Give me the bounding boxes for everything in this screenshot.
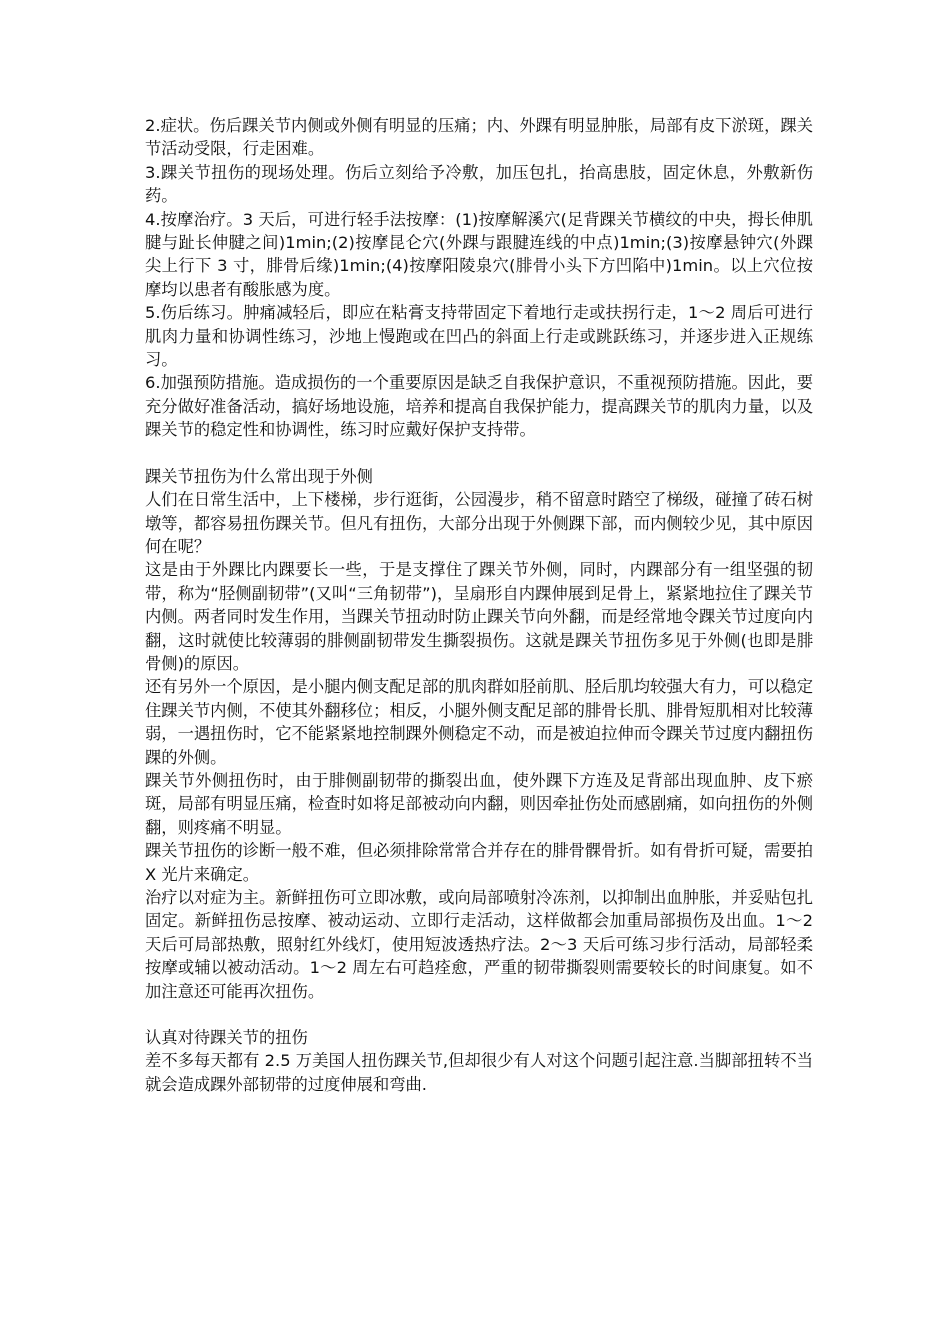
paragraph: 人们在日常生活中，上下楼梯，步行逛街，公园漫步，稍不留意时踏空了梯级，碰撞了砖石树墩等，都容易扭伤踝关节。但凡有扭伤，大部分出现于外侧踝下部，而内侧较少见，其中原因何在呢？ xyxy=(145,490,813,556)
section-treatment xyxy=(145,114,813,442)
paragraph-massage: 4.按摩治疗。3 天后，可进行轻手法按摩：(1)按摩解溪穴(足背踝关节横纹的中央，拇长伸肌腱与趾长伸腱之间)1min;(2)按摩昆仑穴(外踝与跟腱连线的中点)1min;(3)按摩悬钟穴(外踝尖上行下 3 寸，腓骨后缘)1min;(4)按摩阳陵泉穴(腓骨小头下方凹陷中)1min。以上穴位按摩均以患者有酸胀感为度。 xyxy=(145,209,813,299)
section-spacer xyxy=(145,1003,813,1026)
paragraph-prevention: 6.加强预防措施。造成损伤的一个重要原因是缺乏自我保护意识，不重视预防措施。因此，要充分做好准备活动，搞好场地设施，培养和提高自我保护能力，提高踝关节的肌肉力量，以及踝关节的稳定性和协调性，练习时应戴好保护支持带。 xyxy=(145,373,813,440)
paragraph-exercise: 5.伤后练习。肿痛减轻后，即应在粘膏支持带固定下着地行走或扶拐行走，1～2 周后可进行肌肉力量和协调性练习，沙地上慢跑或在凹凸的斜面上行走或跳跃练习，并逐步进入正规练习。 xyxy=(145,303,813,370)
document-page xyxy=(145,114,813,1096)
paragraph-first-aid: 3.踝关节扭伤的现场处理。伤后立刻给予冷敷，加压包扎，抬高患肢，固定休息，外敷新伤药。 xyxy=(145,162,813,206)
section-lateral-sprain xyxy=(145,465,813,1003)
section-spacer xyxy=(145,442,813,465)
paragraph: 还有另外一个原因，是小腿内侧支配足部的肌肉群如胫前肌、胫后肌均较强大有力，可以稳定住踝关节内侧，不使其外翻移位；相反，小腿外侧支配足部的腓骨长肌、腓骨短肌相对比较薄弱，一遇扭伤时，它不能紧紧地控制踝外侧稳定不动，而是被迫拉伸而令踝关节过度内翻扭伤踝的外侧。 xyxy=(145,677,813,767)
paragraph: 踝关节扭伤的诊断一般不难，但必须排除常常合并存在的腓骨髁骨折。如有骨折可疑，需要拍 X 光片来确定。 xyxy=(145,841,813,884)
section-heading: 认真对待踝关节的扭伤 xyxy=(145,1028,308,1048)
paragraph-symptoms: 2.症状。伤后踝关节内侧或外侧有明显的压痛；内、外踝有明显肿胀，局部有皮下淤斑，踝关节活动受限，行走困难。 xyxy=(145,116,813,159)
paragraph: 差不多每天都有 2.5 万美国人扭伤踝关节,但却很少有人对这个问题引起注意.当脚部扭转不当就会造成踝外部韧带的过度伸展和弯曲. xyxy=(145,1051,813,1094)
paragraph: 这是由于外踝比内踝要长一些，于是支撑住了踝关节外侧，同时，内踝部分有一组坚强的韧带，称为“胫侧副韧带”(又叫“三角韧带”)，呈扇形自内踝伸展到足骨上，紧紧地拉住了踝关节内侧。两者同时发生作用，当踝关节扭动时防止踝关节向外翻，而是经常地令踝关节过度向内翻，这时就使比较薄弱的腓侧副韧带发生撕裂损伤。这就是踝关节扭伤多见于外侧(也即是腓骨侧)的原因。 xyxy=(145,560,813,673)
paragraph: 治疗以对症为主。新鲜扭伤可立即冰敷，或向局部喷射冷冻剂，以抑制出血肿胀，并妥贴包扎固定。新鲜扭伤忌按摩、被动运动、立即行走活动，这样做都会加重局部损伤及出血。1～2 天后可局部热敷，照射红外线灯，使用短波透热疗法。2～3 天后可练习步行活动，局部轻柔按摩或辅以被动活动。1～2 周左右可趋痊愈，严重的韧带撕裂则需要较长的时间康复。如不加注意还可能再次扭伤。 xyxy=(145,888,813,1001)
section-heading: 踝关节扭伤为什么常出现于外侧 xyxy=(145,466,373,486)
section-take-seriously xyxy=(145,1026,813,1096)
paragraph: 踝关节外侧扭伤时，由于腓侧副韧带的撕裂出血，使外踝下方连及足背部出现血肿、皮下瘀斑，局部有明显压痛，检查时如将足部被动向内翻，则因牵扯伤处而感剧痛，如向扭伤的外侧翻，则疼痛不明显。 xyxy=(145,770,813,837)
